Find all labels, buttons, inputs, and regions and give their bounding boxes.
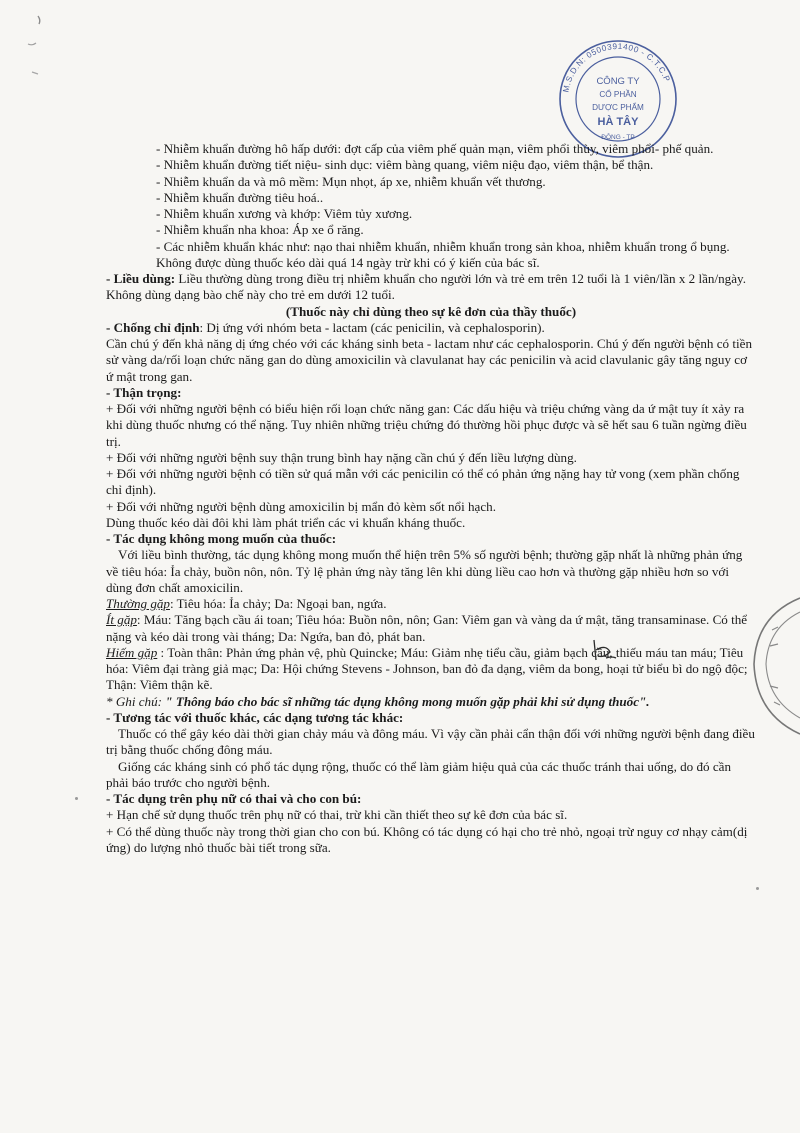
duration-note: Không được dùng thuốc kéo dài quá 14 ngày trừ khi có ý kiến của bác sĩ. bbox=[156, 254, 540, 270]
contraindications-section bbox=[106, 320, 756, 336]
dosage-heading: - Liều dùng: bbox=[106, 271, 176, 286]
partial-stamp-right bbox=[742, 590, 800, 740]
stamp-line-4: HÀ TÂY bbox=[597, 116, 639, 128]
dosage-text: Liều thường dùng trong điều trị nhiễm khuẩn cho người lớn và trẻ em trên 12 tuổi là 1 viên/lần x 2 lần/ngày. bbox=[175, 271, 746, 286]
side-effects-note bbox=[106, 694, 756, 710]
common-text: : Tiêu hóa: Ỉa chảy; Da: Ngoại ban, ngứa. bbox=[169, 596, 387, 611]
scan-speck bbox=[756, 887, 759, 890]
pregnancy-heading: - Tác dụng trên phụ nữ có thai và cho con bú: bbox=[106, 791, 362, 806]
contraindications-heading: - Chống chỉ định bbox=[106, 319, 200, 335]
indication-bone-joint: - Nhiễm khuẩn xương và khớp: Viêm tủy xương. bbox=[156, 206, 413, 221]
indication-lower-respiratory: - Nhiễm khuẩn đường hô hấp dưới: đợt cấp của viêm phế quản mạn, viêm phổi thùy, viêm phổi- phế quản. bbox=[156, 141, 714, 156]
side-effects-rare bbox=[106, 645, 756, 694]
indication-other: - Các nhiễm khuẩn khác như: nạo thai nhiễm khuẩn, nhiễm khuẩn trong sản khoa, nhiễm khuẩn trong ổ bụng. bbox=[156, 238, 730, 254]
dosage-section bbox=[106, 271, 756, 287]
stamp-line-2: CỔ PHẦN bbox=[599, 90, 637, 99]
interactions-paragraph-1: Thuốc có thể gây kéo dài thời gian chảy máu và đông máu. Vì vậy cần phải cẩn thận đối với những người bệnh đang điều trị bằng thuốc chống đông máu. bbox=[106, 726, 755, 758]
note-prefix: * Ghi chú: bbox=[106, 693, 166, 709]
note-text: " Thông báo cho bác sĩ những tác dụng không mong muốn gặp phải khi sử dụng thuốc". bbox=[165, 693, 650, 709]
leaflet-text bbox=[106, 141, 756, 856]
precaution-item: + Đối với những người bệnh dùng amoxicilin bị mẩn đỏ kèm sốt nổi hạch. bbox=[106, 498, 497, 514]
uncommon-text: : Máu: Tăng bạch cầu ái toan; Tiêu hóa: Buồn nôn, nôn; Gan: Viêm gan và vàng da ứ mật, tăng transaminase. Có thể nặng và kéo dài trong vài tháng; Da: Ngứa, ban đỏ, phát ban. bbox=[106, 612, 748, 644]
precaution-item: + Đối với những người bệnh có biểu hiện rối loạn chức năng gan: Các dấu hiệu và triệu chứng vàng da ứ mật tuy ít xảy ra khi dùng thuốc nhưng có thể nặng. Tuy nhiên những triệu chứng đó thường hồi phục được và sẽ hết sau 6 tuần ngừng điều trị. bbox=[106, 401, 747, 449]
common-label: Thường gặp bbox=[106, 596, 170, 611]
handwritten-initial bbox=[588, 636, 622, 664]
side-effects-common bbox=[106, 596, 756, 612]
stamp-line-1: CÔNG TY bbox=[596, 76, 640, 87]
stamp-line-3: DƯỢC PHẨM bbox=[592, 103, 644, 112]
uncommon-label: Ít gặp bbox=[106, 612, 137, 628]
contraindications-text: : Dị ứng với nhóm beta - lactam (các penicilin, và cephalosporin). bbox=[199, 319, 545, 335]
pregnancy-item: + Hạn chế sử dụng thuốc trên phụ nữ có thai, trừ khi cần thiết theo sự kê đơn của bác sĩ. bbox=[106, 807, 568, 823]
dosage-children: Không dùng dạng bào chế này cho trẻ em dưới 12 tuổi. bbox=[106, 287, 395, 303]
interactions-heading: - Tương tác với thuốc khác, các dạng tương tác khác: bbox=[106, 709, 404, 725]
indication-digestive: - Nhiễm khuẩn đường tiêu hoá.. bbox=[156, 189, 324, 205]
resistance-note: Dùng thuốc kéo dài đôi khi làm phát triển các vi khuẩn kháng thuốc. bbox=[106, 514, 466, 530]
rare-label: Hiếm gặp bbox=[106, 644, 158, 660]
stamp-ring-text: M.S.D.N: 0500391400 - C.T.C.P bbox=[561, 41, 672, 94]
indication-dental: - Nhiễm khuẩn nha khoa: Áp xe ổ răng. bbox=[156, 222, 364, 238]
precaution-item: + Đối với những người bệnh suy thận trung bình hay nặng cần chú ý đến liều lượng dùng. bbox=[106, 449, 577, 465]
contraindications-note: Cần chú ý đến khả năng dị ứng chéo với các kháng sinh beta - lactam như các cephalosporin. Chú ý đến người bệnh có tiền sử vàng da/rối loạn chức năng gan do dùng amoxicilin và clavulanat hay các penicilin và acid clavulanic gây tăng nguy cơ ứ mật trong gan. bbox=[106, 336, 752, 384]
side-effects-uncommon bbox=[106, 612, 756, 645]
scan-mark-top-left bbox=[6, 6, 52, 86]
side-effects-heading: - Tác dụng không mong muốn của thuốc: bbox=[106, 531, 337, 546]
indication-skin: - Nhiễm khuẩn da và mô mềm: Mụn nhọt, áp xe, nhiễm khuẩn vết thương. bbox=[156, 173, 546, 189]
prescription-note: (Thuốc này chỉ dùng theo sự kê đơn của thầy thuốc) bbox=[285, 303, 577, 319]
precautions-heading: - Thận trọng: bbox=[106, 384, 182, 400]
stamp-bottom: ĐÔNG - TP bbox=[601, 134, 635, 141]
scan-speck bbox=[75, 797, 78, 800]
pregnancy-item: + Có thể dùng thuốc này trong thời gian cho con bú. Không có tác dụng có hại cho trẻ nhỏ, ngoại trừ nguy cơ nhạy cảm(dị ứng) do lượng nhỏ thuốc bài tiết trong sữa. bbox=[106, 823, 748, 855]
precaution-item: + Đối với những người bệnh có tiền sử quá mẫn với các penicilin có thể có phản ứng nặng hay tử vong (xem phần chống chỉ định). bbox=[106, 466, 740, 498]
side-effects-intro: Với liều bình thường, tác dụng không mong muốn thể hiện trên 5% số người bệnh; thường gặp nhất là những phản ứng về tiêu hóa: Ỉa chảy, buồn nôn, nôn. Tỷ lệ phản ứng này tăng lên khi dùng liều cao hơn và thường gặp nhiều hơn so với dùng đơn chất amoxicilin. bbox=[106, 547, 743, 595]
rare-text: : Toàn thân: Phản ứng phản vệ, phù Quincke; Máu: Giảm nhẹ tiểu cầu, giảm bạch cầu, thiếu máu tan máu; Tiêu hóa: Viêm đại tràng giả mạc; Da: Hội chứng Stevens - Johnson, ban đỏ đa dạng, viêm da bong, hoại tử biểu bì do ngộ độc; Thận: Viêm thận kẽ. bbox=[106, 644, 748, 693]
interactions-paragraph-2: Giống các kháng sinh có phổ tác dụng rộng, thuốc có thể làm giảm hiệu quả của các thuốc tránh thai uống, do đó cần phải báo trước cho người bệnh. bbox=[106, 758, 732, 790]
indication-urogenital: - Nhiễm khuẩn đường tiết niệu- sinh dục: viêm bàng quang, viêm niệu đạo, viêm thận, bể thận. bbox=[156, 157, 654, 173]
